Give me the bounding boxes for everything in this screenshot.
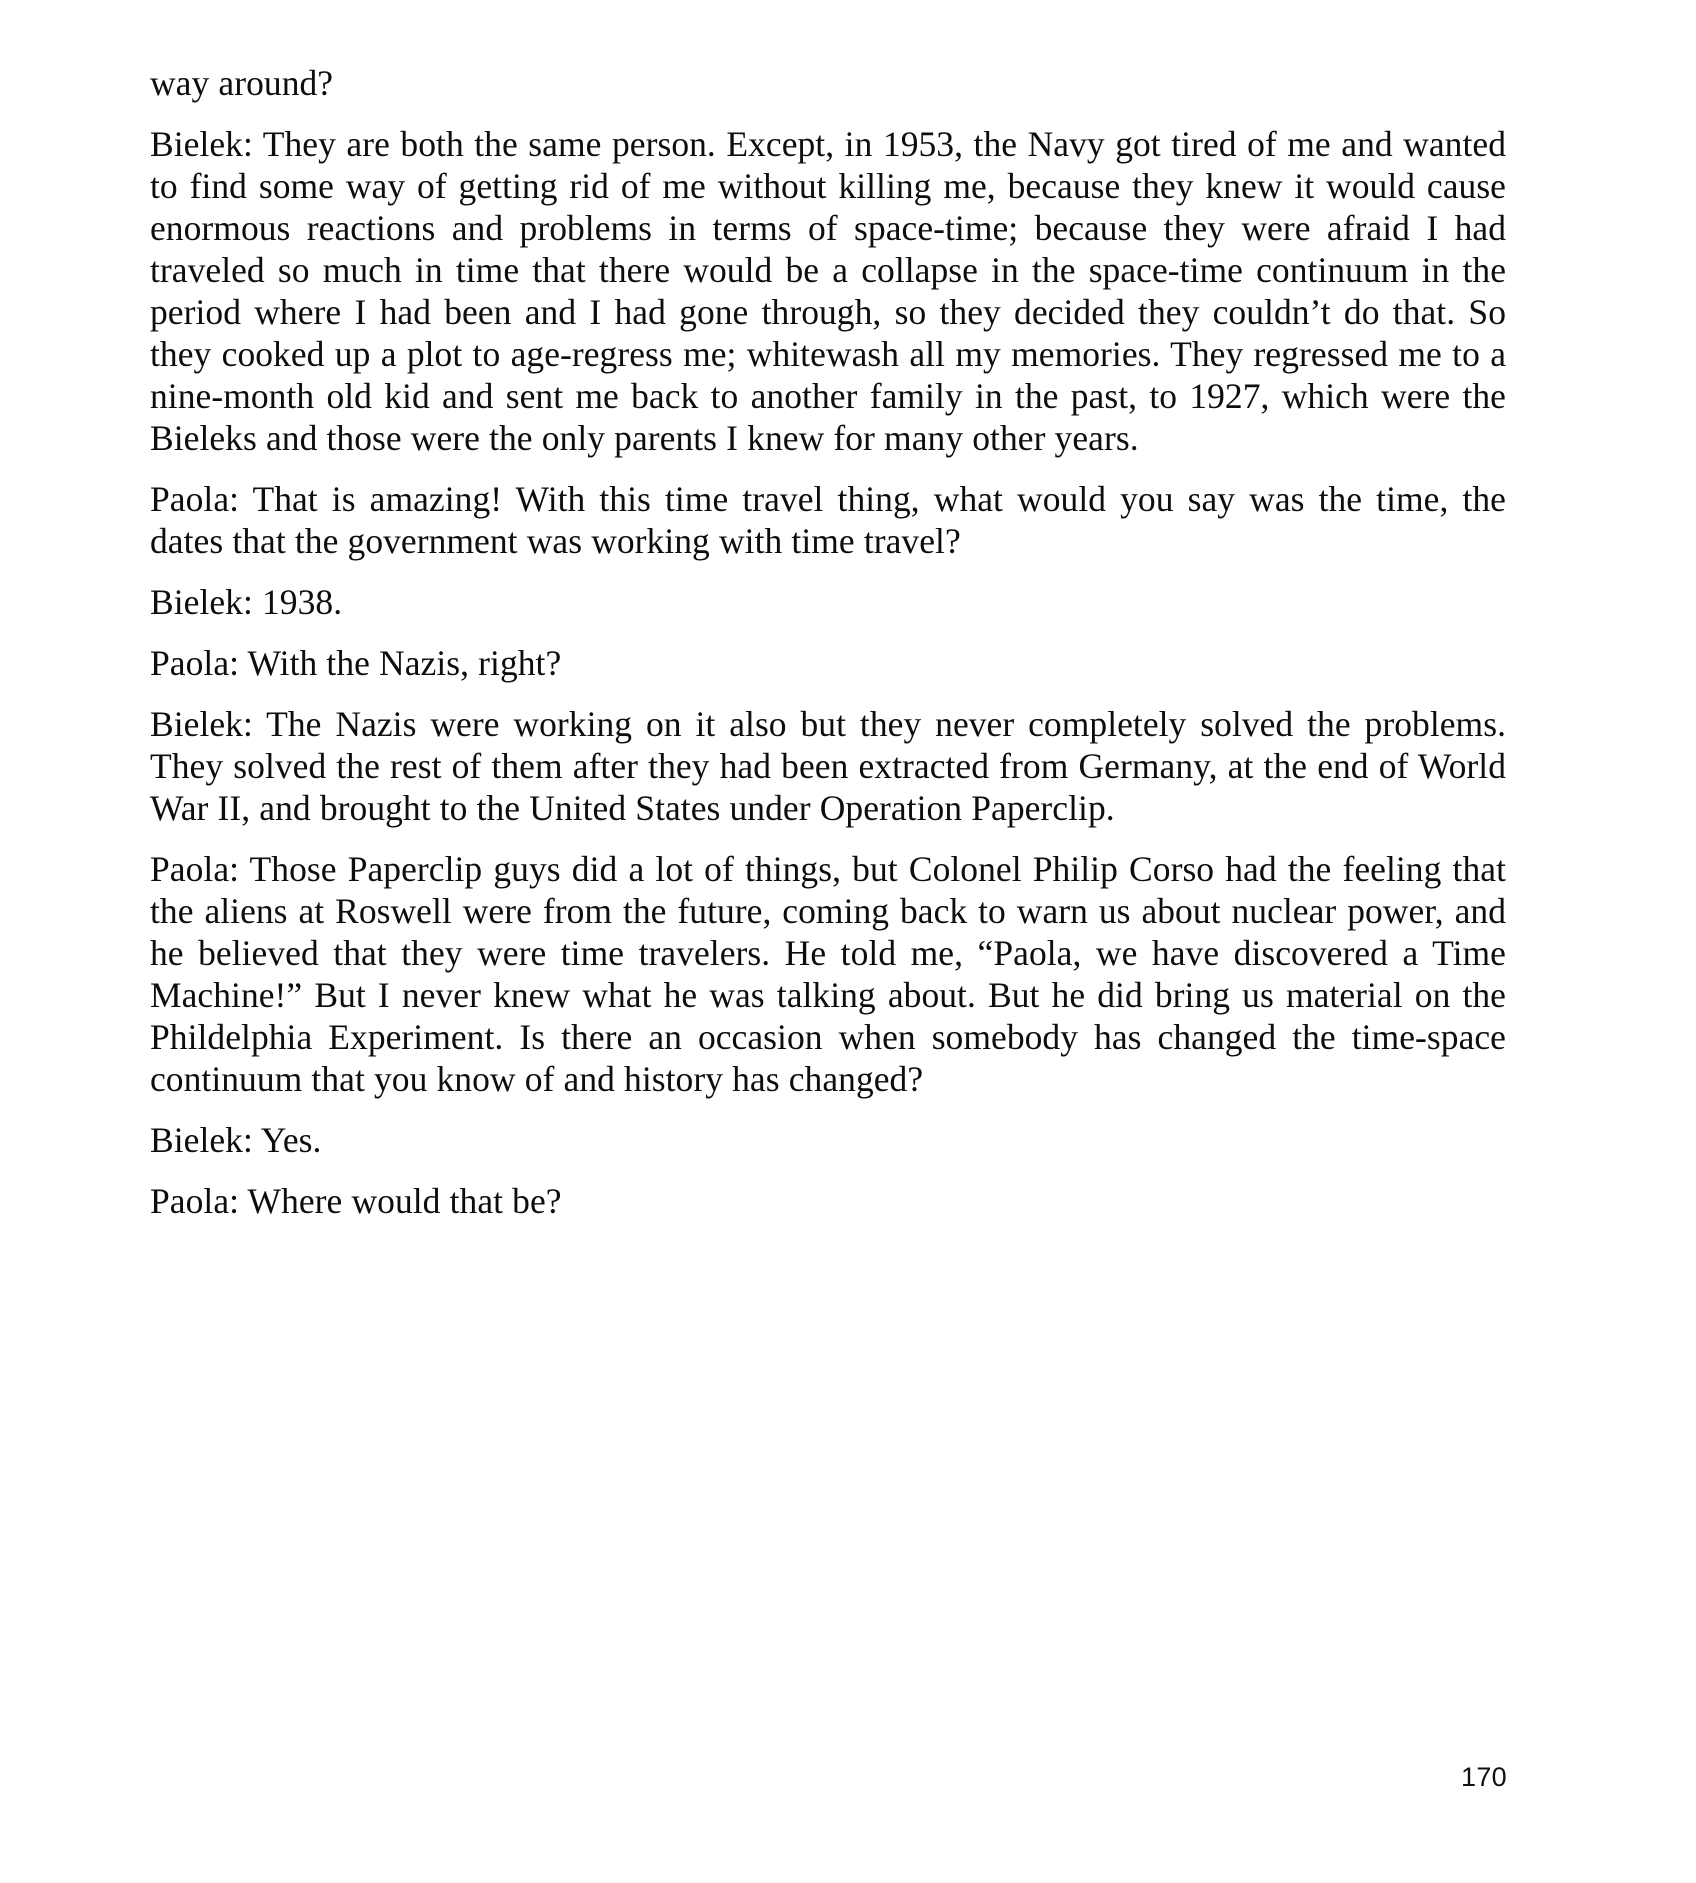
paragraph-bielek-nazis-paperclip: Bielek: The Nazis were working on it also but they never completely solved the problems. They solved the rest of them after they had been extracted from Germany, at the end of World War II, and brought to the United States under Operation Paperclip. (150, 704, 1506, 828)
paragraph-paola-where: Paola: Where would that be? (150, 1181, 562, 1221)
paragraph-paola-nazis: Paola: With the Nazis, right? (150, 643, 562, 683)
page-number: 170 (1461, 1762, 1507, 1792)
paragraph-bielek-1938: Bielek: 1938. (150, 582, 343, 622)
paragraph-bielek-yes: Bielek: Yes. (150, 1120, 322, 1160)
paragraph-paola-corso-roswell: Paola: Those Paperclip guys did a lot of things, but Colonel Philip Corso had the feeling that the aliens at Roswell were from the future, coming back to warn us about nuclear power, and he believed that they were time travelers. He told me, “Paola, we have discovered a Time Machine!” But I never knew what he was talking about. But he did bring us material on the Phildelphia Experiment. Is there an occasion when somebody has changed the time-space continuum that you know of and history has changed? (150, 849, 1506, 1099)
paragraph-continuation-question: way around? (150, 63, 334, 103)
paragraph-paola-amazing: Paola: That is amazing! With this time travel thing, what would you say was the time, the dates that the government was working with time travel? (150, 479, 1506, 561)
paragraph-bielek-same-person: Bielek: They are both the same person. Except, in 1953, the Navy got tired of me and wanted to find some way of getting rid of me without killing me, because they knew it would cause enormous reactions and problems in terms of space-time; because they were afraid I had traveled so much in time that there would be a collapse in the space-time continuum in the period where I had been and I had gone through, so they decided they couldn’t do that. So they cooked up a plot to age-regress me; whitewash all my memories. They regressed me to a nine-month old kid and sent me back to another family in the past, to 1927, which were the Bieleks and those were the only parents I knew for many other years. (150, 124, 1506, 458)
body-text-column (150, 62, 1506, 1241)
